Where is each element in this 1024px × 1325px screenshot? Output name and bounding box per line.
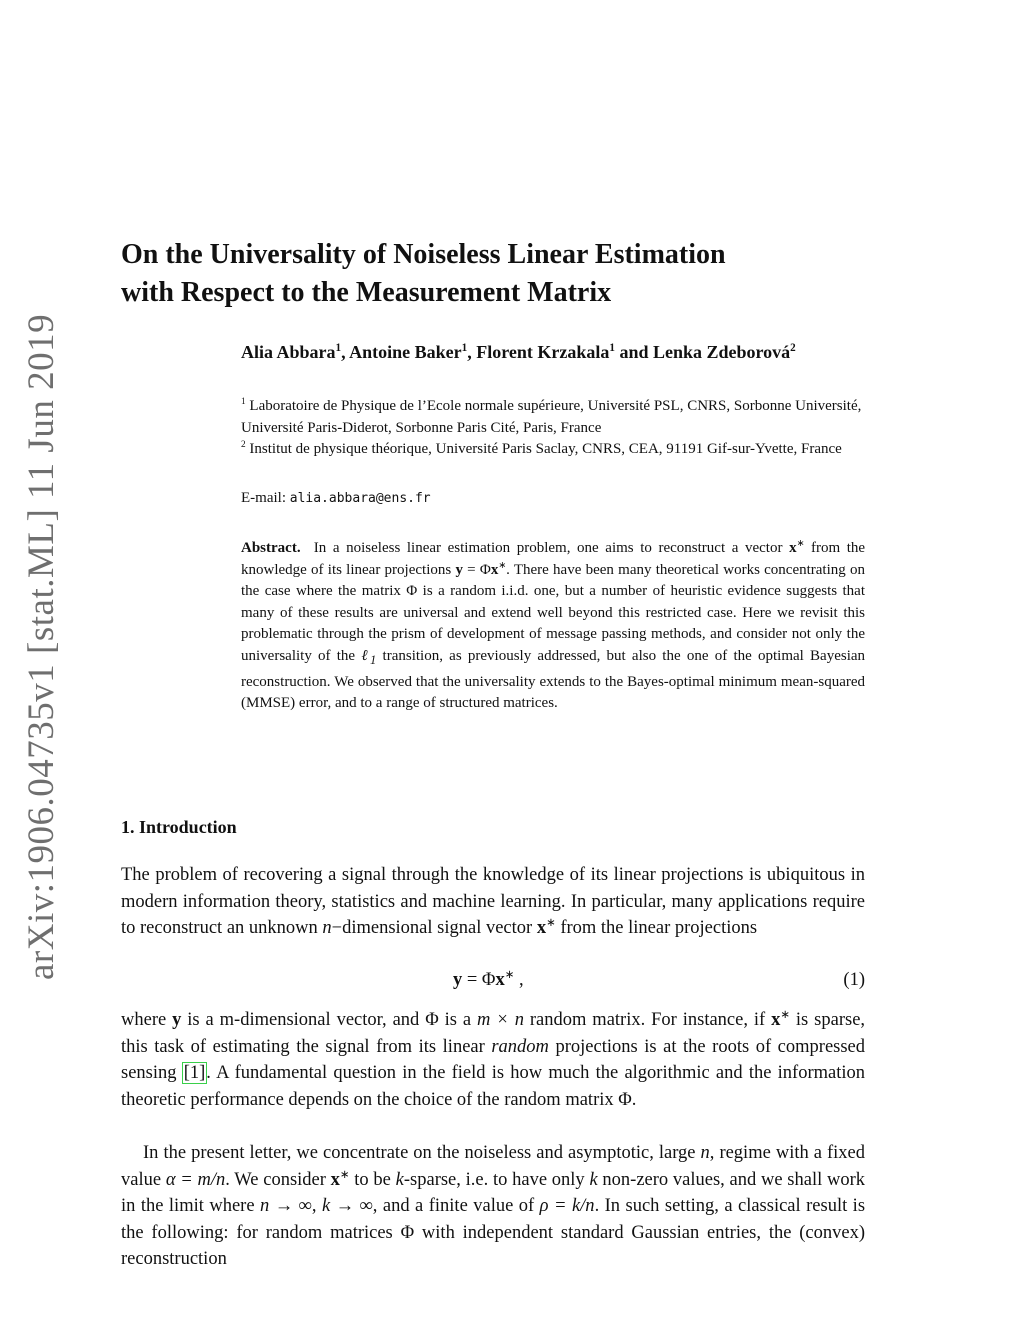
section-heading-introduction: 1. Introduction [121,817,237,837]
author-separator: and [614,342,653,362]
intro-paragraph-3: In the present letter, we concentrate on the noiseless and asymptotic, large n, regime with a fixed value α = m/n. We consider x∗ to be k-sparse, i.e. to have only k non-zero values, and we shall work in the limit where n → ∞, k → ∞, and a finite value of ρ = k/n. In such setting, a classical result is the following: for random matrices Φ with independent standard Gaussian entries, the (convex) reconstruction [121,1143,866,1270]
paper-title [121,236,881,312]
citation-link[interactable]: [1] [183,1063,206,1084]
affiliation-text: Laboratoire de Physique de l’Ecole normale supérieure, Université PSL, CNRS, Sorbonne Université, Université Paris-Diderot, Sorbonne Paris Cité, Paris, France [241,398,862,436]
author-affil-mark: 1 [461,342,468,354]
abstract-label: Abstract. [241,540,301,556]
affiliation-1 [241,396,865,439]
abstract-text: In a noiseless linear estimation problem, one aims to reconstruct a vector [313,540,783,556]
title-line-1: On the Universality of Noiseless Linear Estimation [121,239,726,270]
email-label: E-mail: [241,490,286,506]
arxiv-identifier-stamp: arXiv:1906.04735v1 [stat.ML] 11 Jun 2019 [21,313,62,980]
author-affil-mark: 1 [335,342,342,354]
author-name: Alia Abbara [241,342,336,362]
abstract-text: . There have been many theoretical works concentrating on the case where the matrix Φ is a random i.i.d. one, but a number of heuristic evidence suggests that many of these results are universal and extend well beyond this restricted case. Here we revisit this problematic through the prism of development of message passing methods, and consider not only the universality of the [241,561,865,664]
author-name: Florent Krzakala [476,342,610,362]
affiliations [241,396,865,461]
author-affil-mark: 2 [790,342,796,354]
contact-email [241,490,431,507]
author-separator: , [467,342,477,362]
affiliation-2 [241,439,865,461]
author-name: Antoine Baker [349,342,462,362]
abstract-text: from the knowledge of its linear projections [241,540,866,578]
intro-paragraph-1: The problem of recovering a signal through the knowledge of its linear projections is ubiquitous in modern information theory, statistics and machine learning. In particular, many applications require to reconstruct an unknown n−dimensional signal vector x∗ from the linear projections [121,865,865,939]
author-separator: , [341,342,350,362]
affiliation-mark: 2 [241,440,246,450]
equation-number: (1) [843,970,865,990]
equation-body: y = Φx∗ , [453,968,524,990]
intro-paragraph-2: where y is a m-dimensional vector, and Φ is a m × n random matrix. For instance, if x∗ is sparse, this task of estimating the signal from its linear random projections is at the roots of compressed sensing [1]. A fundamental question in the field is how much the algorithmic and the information theoretic performance depends on the choice of the random matrix Φ. [121,1008,866,1110]
title-line-2: with Respect to the Measurement Matrix [121,277,612,308]
author-name: Lenka Zdeborová [652,342,791,362]
author-list [241,340,861,364]
ell-one-symbol: ℓ$_1$ [361,647,377,667]
abstract: Abstract. In a noiseless linear estimation problem, one aims to reconstruct a vector x∗ from the knowledge of its linear projections y = Φx∗. There have been many theoretical works concentrating on the case where the matrix Φ is a random i.i.d. one, but a number of heuristic evidence suggests that many of these results are universal and extend well beyond this restricted case. Here we revisit this problematic through the prism of development of message passing methods, and consider not only the universality of the ℓ$_1$ transition, as previously addressed, but also the one of the optimal Bayesian reconstruction. We observed that the universality extends to the Bayes-optimal minimum mean-squared (MMSE) error, and to a range of structured matrices. [241,539,866,712]
affiliation-mark: 1 [241,397,246,407]
author-affil-mark: 1 [609,342,615,354]
email-address[interactable]: alia.abbara@ens.fr [289,491,431,506]
affiliation-text: Institut de physique théorique, Université Paris Saclay, CNRS, CEA, 91191 Gif-sur-Yvette, France [249,441,842,457]
abstract-text: transition, as previously addressed, but also the one of the optimal Bayesian reconstruction. We observed that the universality extends to the Bayes-optimal minimum mean-squared (MMSE) error, and to a range of structured matrices. [241,647,866,712]
